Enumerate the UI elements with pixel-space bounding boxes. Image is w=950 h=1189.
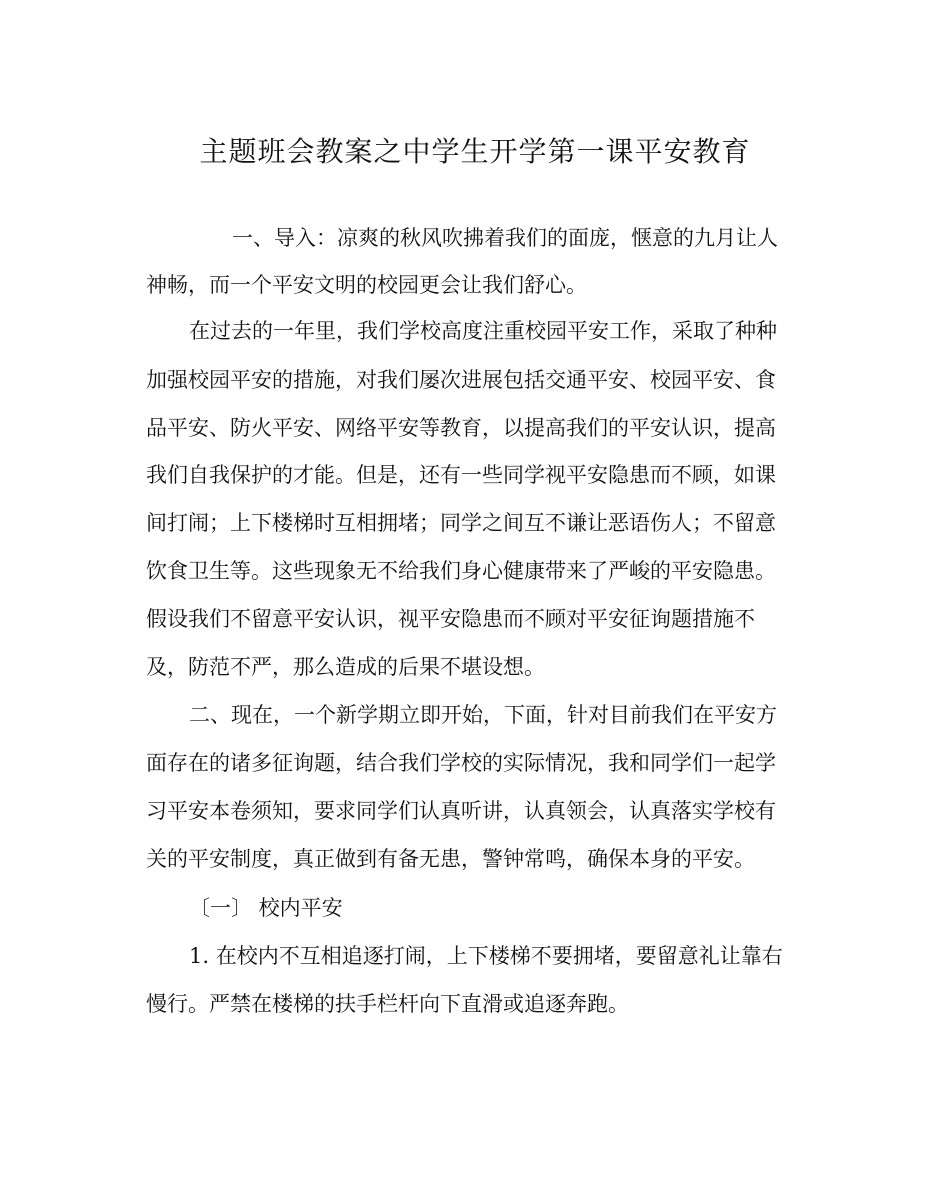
document-title: 主题班会教案之中学生开学第一课平安教育 — [199, 135, 751, 168]
paragraph-line: 慢行。严禁在楼梯的扶手栏杆向下直滑或追逐奔跑。 — [146, 992, 629, 1016]
paragraph-line: 在过去的一年里，我们学校高度注重校园平安工作，采取了种种 — [189, 319, 777, 343]
paragraph-line: 饮食卫生等。这些现象无不给我们身心健康带来了严峻的平安隐患。 — [146, 559, 776, 583]
paragraph-line: 及，防范不严，那么造成的后果不堪设想。 — [146, 655, 545, 679]
paragraph-line: 关的平安制度，真正做到有备无患，警钟常鸣，确保本身的平安。 — [146, 847, 755, 871]
paragraph-line: 品平安、防火平安、网络平安等教育，以提高我们的平安认识，提高 — [146, 416, 776, 440]
paragraph-line: 加强校园平安的措施，对我们屡次进展包括交通平安、校园平安、食 — [146, 368, 776, 392]
paragraph-line: 习平安本卷须知，要求同学们认真听讲，认真领会，认真落实学校有 — [146, 799, 776, 823]
paragraph-line: 二、现在，一个新学期立即开始，下面，针对目前我们在平安方 — [189, 703, 777, 727]
paragraph-line: 面存在的诸多征询题，结合我们学校的实际情况，我和同学们一起学 — [146, 751, 776, 775]
paragraph-line: 间打闹；上下楼梯时互相拥堵；同学之间互不谦让恶语伤人；不留意 — [146, 511, 776, 535]
paragraph-line: 一、导入：凉爽的秋风吹拂着我们的面庞，惬意的九月让人 — [232, 226, 778, 250]
paragraph-line: 神畅，而一个平安文明的校园更会让我们舒心。 — [146, 273, 587, 297]
paragraph-line: 1. 在校内不互相追逐打闹，上下楼梯不要拥堵，要留意礼让靠右 — [189, 944, 783, 968]
paragraph-line: 假设我们不留意平安认识，视平安隐患而不顾对平安征询题措施不 — [146, 607, 755, 631]
paragraph-line: 我们自我保护的才能。但是，还有一些同学视平安隐患而不顾，如课 — [146, 463, 776, 487]
section-heading: 〔一〕 校内平安 — [189, 896, 343, 920]
